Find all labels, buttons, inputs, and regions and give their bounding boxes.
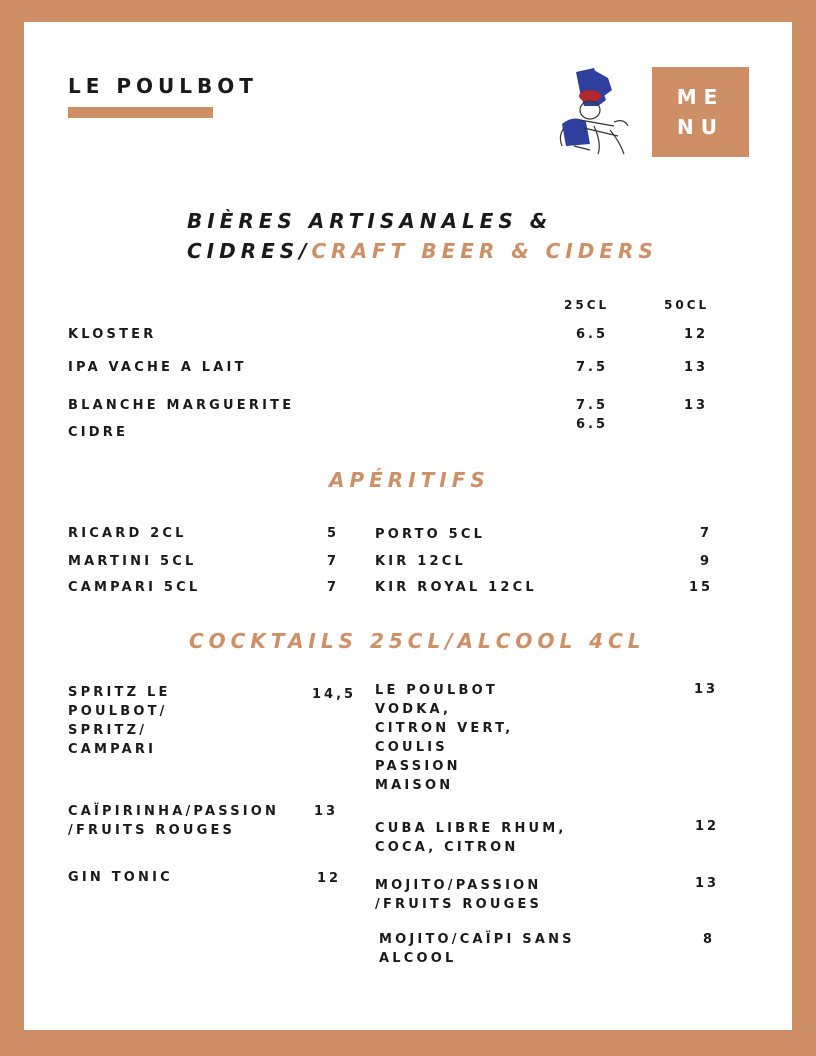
beer-item-price-50cl: 13 [684, 360, 709, 375]
beer-item-name: KLOSTER [68, 327, 157, 342]
cocktail-item-name [68, 802, 279, 840]
aperitif-item-name: MARTINI 5CL [68, 554, 197, 569]
cocktail-item-name [375, 819, 567, 857]
aperitif-item-price: 7 [327, 580, 340, 595]
beer-item-price-50cl: 12 [684, 327, 709, 342]
menu-page [24, 22, 792, 1030]
menu-badge-line1: ME [676, 85, 725, 109]
cocktail-item-price: 13 [695, 876, 720, 891]
cocktail-line: COULIS [375, 740, 448, 755]
cocktail-item-name [375, 681, 513, 795]
cocktail-line: MAISON [375, 778, 454, 793]
cocktail-item-price: 14,5 [312, 687, 357, 702]
aperitif-item-price: 9 [700, 554, 713, 569]
aperitif-item-price: 7 [700, 526, 713, 541]
cocktail-line: PASSION [375, 759, 461, 774]
aperitif-item-price: 15 [689, 580, 714, 595]
beer-item-price-25cl: 6.5 [576, 327, 609, 342]
aperitif-item-name: PORTO 5CL [375, 527, 486, 542]
beers-section-title [187, 206, 658, 266]
cocktail-line: MOJITO/CAÏPI SANS [379, 932, 575, 947]
beers-title-accent: CRAFT BEER & CIDERS [311, 239, 658, 263]
cocktail-line: VODKA, [375, 702, 452, 717]
poulbot-mascot-icon [554, 66, 634, 162]
menu-badge [652, 67, 749, 157]
brand-title: LE POULBOT [68, 74, 258, 98]
aperitifs-section-title: APÉRITIFS [329, 468, 490, 492]
cocktail-item-price: 12 [317, 871, 342, 886]
beer-item-price-50cl: 13 [684, 398, 709, 413]
cocktail-item-name [68, 868, 173, 887]
col-header-50cl: 50CL [664, 298, 710, 312]
cocktail-item-price: 8 [703, 932, 716, 947]
cocktail-line: CUBA LIBRE RHUM, [375, 821, 567, 836]
menu-badge-line2: NU [677, 115, 724, 139]
cocktail-item-name [379, 930, 575, 968]
cocktail-line: SPRITZ LE [68, 685, 171, 700]
cocktail-line: MOJITO/PASSION [375, 878, 542, 893]
cocktail-line: COCA, CITRON [375, 840, 519, 855]
cocktail-line: POULBOT/ [68, 704, 168, 719]
cocktail-item-name [68, 683, 171, 759]
beers-title-line2 [187, 236, 658, 266]
beer-item-name: CIDRE [68, 425, 129, 440]
aperitif-item-name: KIR ROYAL 12CL [375, 580, 537, 595]
beer-item-name: IPA VACHE A LAIT [68, 360, 247, 375]
cocktail-item-name [375, 876, 542, 914]
aperitif-item-name: KIR 12CL [375, 554, 466, 569]
cocktail-item-price: 13 [694, 682, 719, 697]
col-header-25cl: 25CL [564, 298, 610, 312]
beer-item-price-25cl: 7.5 [576, 398, 609, 413]
cocktail-item-price: 13 [314, 804, 339, 819]
cocktail-line: SPRITZ/ [68, 723, 148, 738]
cocktail-line: CITRON VERT, [375, 721, 514, 736]
cocktail-line: LE POULBOT [375, 683, 498, 698]
cocktail-line: ALCOOL [379, 951, 457, 966]
brand-underline [68, 107, 213, 118]
cocktails-section-title: COCKTAILS 25CL/ALCOOL 4CL [189, 629, 646, 653]
beers-title-dark: CIDRES/ [187, 239, 312, 263]
aperitif-item-price: 7 [327, 554, 340, 569]
aperitif-item-name: RICARD 2CL [68, 526, 187, 541]
cocktail-line: GIN TONIC [68, 870, 173, 885]
aperitif-item-name: CAMPARI 5CL [68, 580, 201, 595]
beer-item-price-25cl: 6.5 [576, 417, 609, 432]
beer-item-name: BLANCHE MARGUERITE [68, 398, 295, 413]
cocktail-line: CAÏPIRINHA/PASSION [68, 804, 280, 819]
cocktail-line: /FRUITS ROUGES [375, 897, 543, 912]
cocktail-item-price: 12 [695, 819, 720, 834]
cocktail-line: CAMPARI [68, 742, 157, 757]
beers-title-line1: BIÈRES ARTISANALES & [187, 209, 553, 233]
cocktail-line: /FRUITS ROUGES [68, 823, 236, 838]
aperitif-item-price: 5 [327, 526, 340, 541]
beer-item-price-25cl: 7.5 [576, 360, 609, 375]
